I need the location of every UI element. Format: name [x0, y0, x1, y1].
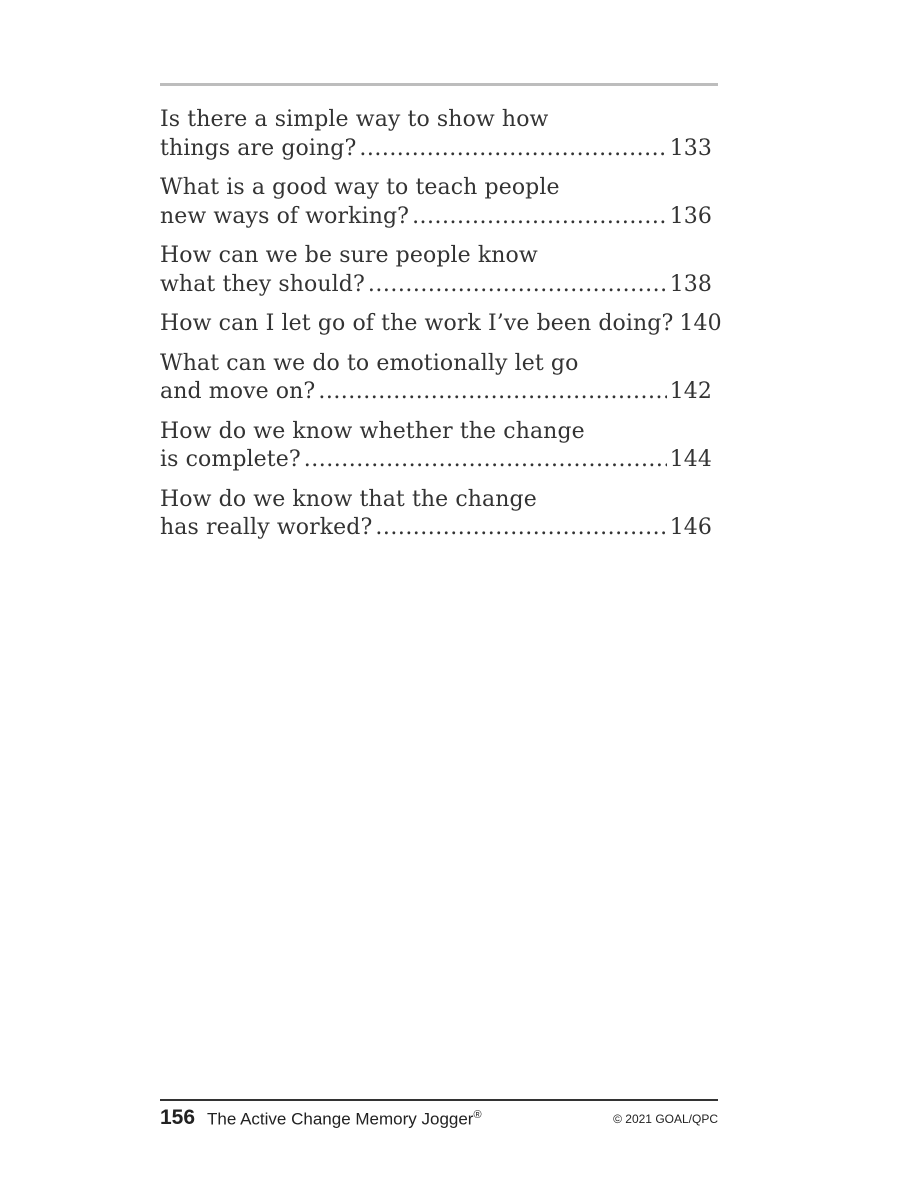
- footer-book-title: The Active Change Memory Jogger: [207, 1109, 474, 1129]
- toc-entry-text: has really worked?: [160, 515, 373, 540]
- toc-entry-line1: What can we do to emotionally let go: [160, 350, 579, 376]
- toc-entry: [160, 310, 722, 339]
- footer-divider: [160, 1099, 718, 1101]
- toc-entry-text: and move on?: [160, 379, 316, 404]
- toc-page-number: 146: [669, 515, 712, 540]
- dot-leader: [412, 203, 667, 232]
- dot-leader: [359, 135, 666, 164]
- toc-entry-text: How can I let go of the work I’ve been doing?: [160, 311, 674, 336]
- page-footer: [160, 1106, 718, 1132]
- toc-entry-line2: [160, 514, 712, 543]
- toc-entry-line2: [160, 203, 712, 232]
- toc-entry: [160, 242, 712, 299]
- footer-copyright: © 2021 GOAL/QPC: [613, 1112, 718, 1126]
- toc-entry-line1: How can we be sure people know: [160, 243, 538, 268]
- toc-entry-line2: [160, 446, 712, 475]
- dot-leader: [304, 446, 667, 475]
- toc-page-number: 144: [669, 447, 712, 472]
- dot-leader: [368, 271, 667, 300]
- top-divider: [160, 83, 718, 86]
- toc-page-number: 142: [669, 379, 712, 404]
- toc-page-number: 140: [679, 311, 722, 336]
- toc-entry-text: things are going?: [160, 135, 357, 161]
- footer-page-number: 156: [160, 1106, 196, 1129]
- registered-mark: ®: [473, 1109, 482, 1121]
- toc-entry-line2: [160, 135, 712, 164]
- toc-entry: [160, 174, 712, 231]
- toc-entry-line1: How do we know whether the change: [160, 418, 585, 444]
- toc-page-number: 133: [669, 135, 712, 161]
- footer-book-title-wrap: [207, 1109, 482, 1130]
- toc-entry-line1: How do we know that the change: [160, 486, 537, 512]
- table-of-contents: [160, 106, 722, 554]
- toc-entry-line1: Is there a simple way to show how: [160, 107, 549, 132]
- toc-entry-line2: [160, 378, 712, 407]
- toc-entry: [160, 350, 712, 407]
- toc-page-number: 136: [669, 203, 712, 229]
- toc-entry-text: what they should?: [160, 271, 365, 297]
- toc-entry-line2: [160, 271, 712, 300]
- toc-page-number: 138: [669, 271, 712, 297]
- toc-entry-line2: [160, 310, 722, 339]
- toc-entry: [160, 486, 712, 543]
- dot-leader: [318, 378, 666, 407]
- toc-entry-line1: What is a good way to teach people: [160, 175, 560, 200]
- dot-leader: [375, 514, 666, 543]
- toc-entry-text: is complete?: [160, 447, 301, 472]
- toc-entry-text: new ways of working?: [160, 203, 410, 229]
- toc-entry: [160, 106, 712, 163]
- toc-entry: [160, 418, 712, 475]
